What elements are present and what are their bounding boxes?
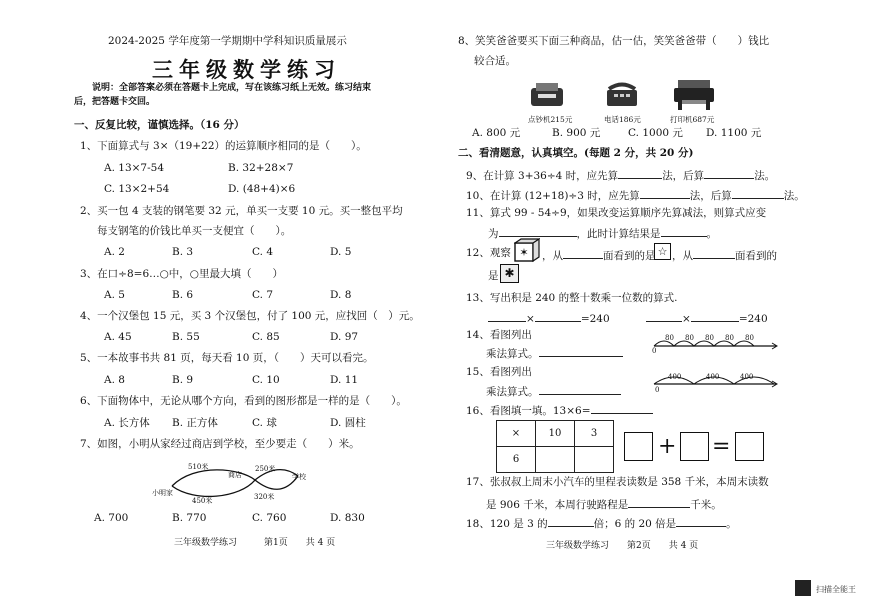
q18-blank-1[interactable] [548,515,594,527]
q10-text: 10、在计算 (12+18)÷3 时，应先算 [466,190,640,202]
question-15-line1: 15、看图列出 [466,366,532,378]
q5-option-c: C. 10 [252,374,280,386]
q10-blank-1[interactable] [640,187,690,199]
grid-cell-6: 6 [497,447,536,473]
scanner-watermark: 扫描全能王 [816,585,856,594]
q12-text-from-2: ，从 [672,250,693,262]
q16-blank[interactable] [591,402,653,414]
map-label-store: 商店 [228,471,242,479]
map-label-320: 320米 [254,493,275,501]
question-12-mid [542,247,656,263]
map-label-450: 450米 [192,497,213,505]
question-5: 5、一本故事书共 81 页，每天看 10 页，（ ）天可以看完。 [80,352,374,364]
q10-blank-2[interactable] [732,187,784,199]
exam-header: 2024-2025 学年度第一学期期中学科知识质量展示 [108,35,347,47]
number-line-80-label-4: 80 [725,334,734,342]
q11-blank-1[interactable] [499,225,577,237]
q13-blank-4[interactable] [691,310,739,322]
question-9 [466,167,775,183]
equals-sign: = [712,434,731,459]
question-12-tail: 是 [488,270,499,282]
question-17-line2 [486,496,722,512]
q4-option-c: C. 85 [252,331,280,343]
q2-option-d: D. 5 [330,246,352,258]
q17-text: 是 906 千米，本周行驶路程是 [486,499,629,511]
instructions-line1: 说明：全部答案必须在答题卡上完成，写在该练习纸上无效。练习结束 [92,83,372,93]
grid-cell-3: 3 [575,421,614,447]
svg-text:✶: ✶ [519,246,529,259]
cube-icon [514,238,540,264]
question-10 [466,187,805,203]
right-page-footer: 三年级数学练习 第2页 共 4 页 [546,541,699,551]
map-label-510: 510米 [188,463,209,471]
answer-box-3[interactable] [735,432,764,461]
q6-option-a: A. 长方体 [104,417,150,429]
q6-option-b: B. 正方体 [172,417,218,429]
item-money-counter-price: 点钞机215元 [528,115,573,124]
number-line-400-label-1: 400 [668,373,682,381]
route-map-diagram [150,458,320,508]
q15-blank[interactable] [539,383,621,395]
number-line-400-zero: 0 [655,386,660,394]
question-6: 6、下面物体中，无论从哪个方向，看到的图形都是一样的是（ ）。 [80,395,407,407]
question-1: 1、下面算式与 3×（19+22）的运算顺序相同的是（ ）。 [80,140,367,152]
q12-blank-2[interactable] [693,247,735,259]
number-line-80-label-2: 80 [685,334,694,342]
question-14-line2 [486,345,623,361]
printer-icon [672,78,716,112]
q11-text-3: 。 [706,228,717,240]
question-16 [466,402,653,418]
q7-option-d: D. 830 [330,512,365,524]
q3-option-c: C. 7 [252,289,274,301]
q7-option-a: A. 700 [94,512,129,524]
q8-option-c: C. 1000 元 [628,127,683,139]
item-telephone-price: 电话186元 [604,115,641,124]
q8-option-b: B. 900 元 [552,127,601,139]
q9-blank-2[interactable] [704,167,754,179]
question-15-line2 [486,383,621,399]
q4-option-b: B. 55 [172,331,200,343]
question-14-line1: 14、看图列出 [466,329,532,341]
q1-option-b: B. 32+28×7 [228,162,294,174]
map-label-home: 小明家 [152,489,173,497]
answer-box-1[interactable] [624,432,653,461]
q13-blank-2[interactable] [535,310,581,322]
question-12-lead: 12、观察 [466,247,511,259]
q18-blank-2[interactable] [676,515,726,527]
q3-option-d: D. 8 [330,289,352,301]
q15-label: 乘法算式。 [486,386,539,398]
question-18 [466,515,737,531]
grid-cell-10: 10 [536,421,575,447]
q2-option-b: B. 3 [172,246,194,258]
q12-text-see-2: 面看到的 [735,250,777,262]
question-2-line1: 2、买一包 4 支装的钢笔要 32 元，单买一支要 10 元。买一整包平均 [80,205,403,217]
map-label-school: 学校 [292,473,306,481]
q11-text-2: ，此时计算结果是 [576,228,661,240]
q13-blank-3[interactable] [646,310,682,322]
grid-cell-empty-2[interactable] [575,447,614,473]
q17-blank[interactable] [628,496,690,508]
instructions-line2: 后，把答题卡交回。 [74,97,156,107]
q4-option-a: A. 45 [104,331,132,343]
q14-label: 乘法算式。 [486,348,539,360]
number-line-80-label-5: 80 [745,334,754,342]
q11-blank-2[interactable] [661,225,707,237]
question-7: 7、如图，小明从家经过商店到学校，至少要走（ ）米。 [80,438,360,450]
q8-option-a: A. 800 元 [472,127,521,139]
number-line-80-label-1: 80 [665,334,674,342]
section1-heading: 一、反复比较，谨慎选择。（16 分） [74,119,245,131]
q1-option-c: C. 13×2+54 [104,183,170,195]
map-label-250: 250米 [255,465,276,473]
q7-option-c: C. 760 [252,512,287,524]
money-counter-icon [528,80,568,110]
number-line-400-label-2: 400 [706,373,720,381]
question-11-line1: 11、算式 99 - 54÷9，如果改变运算顺序先算减法，则算式应变 [466,207,767,219]
snowflake-view-icon: ✱ [500,264,519,283]
q9-text-2: 法，后算 [662,170,705,182]
q4-option-d: D. 97 [330,331,359,343]
q2-option-c: C. 4 [252,246,274,258]
question-17-line1: 17、张叔叔上周末小汽车的里程表读数是 358 千米，本周末读数 [466,476,769,488]
q13-equation-2: × =240 [646,310,768,326]
q1-option-a: A. 13×7-54 [104,162,165,174]
q5-option-d: D. 11 [330,374,359,386]
q3-option-a: A. 5 [104,289,125,301]
q18-text-2: 倍；6 的 20 倍是 [593,518,677,530]
q17-unit: 千米。 [690,499,722,511]
grid-cell-empty-1[interactable] [536,447,575,473]
q1-option-d: D. (48+4)×6 [228,183,296,195]
q6-option-d: D. 圆柱 [330,417,366,429]
q12-text-from: ，从 [542,250,563,262]
q13-blank-1[interactable] [488,310,526,322]
number-line-400-label-3: 400 [740,373,754,381]
q18-text-3: 。 [726,518,737,530]
q14-blank[interactable] [539,345,623,357]
grid-cell-times: × [497,421,536,447]
q18-text: 18、120 是 3 的 [466,518,548,530]
q8-option-d: D. 1100 元 [706,127,762,139]
q2-option-a: A. 2 [104,246,125,258]
question-12-end [672,247,777,263]
page-title: 三年级数学练习 [152,57,341,82]
q13-equation-1: × =240 [488,310,610,326]
number-line-80-zero: 0 [652,347,657,355]
left-page-footer: 三年级数学练习 第1页 共 4 页 [174,538,336,548]
question-2-line2: 每支钢笔的价钱比单买一支便宜（ ）。 [97,225,292,237]
item-printer-price: 打印机687元 [670,115,715,124]
q6-option-c: C. 球 [252,417,277,429]
q10-text-2: 法，后算 [689,190,732,202]
q12-blank-1[interactable] [563,247,603,259]
q12-text-see: 面看到的是 [603,250,656,262]
q3-option-b: B. 6 [172,289,194,301]
answer-box-2[interactable] [680,432,709,461]
q16-text: 16、看图填一填。13×6= [466,405,591,417]
q13-equals-1: =240 [580,313,610,325]
question-3: 3、在口÷8=6…○中，○里最大填（ ） [80,268,283,280]
q9-blank-1[interactable] [618,167,662,179]
star-view-icon: ☆ [654,243,671,260]
q10-text-3: 法。 [783,190,805,202]
plus-sign: + [658,434,677,459]
q5-option-a: A. 8 [104,374,125,386]
telephone-icon [604,80,640,110]
q7-option-b: B. 770 [172,512,207,524]
question-13: 13、写出积是 240 的整十数乘一位数的算式. [466,292,678,304]
qr-code-icon [795,580,811,596]
q5-option-b: B. 9 [172,374,194,386]
multiplication-grid [496,420,614,473]
question-8-line1: 8、笑笑爸爸要买下面三种商品，估一估，笑笑爸爸带（ ）钱比 [458,35,770,47]
question-8-line2: 较合适。 [474,55,516,67]
question-4: 4、一个汉堡包 15 元，买 3 个汉堡包，付了 100 元，应找回（ ）元。 [80,310,420,322]
q9-text: 9、在计算 3+36÷4 时，应先算 [466,170,619,182]
number-line-80-label-3: 80 [705,334,714,342]
q11-text: 为 [488,228,499,240]
q13-equals-2: =240 [738,313,768,325]
q9-text-3: 法。 [754,170,776,182]
section2-heading: 二、看清题意，认真填空。(每题 2 分，共 20 分) [458,147,694,159]
